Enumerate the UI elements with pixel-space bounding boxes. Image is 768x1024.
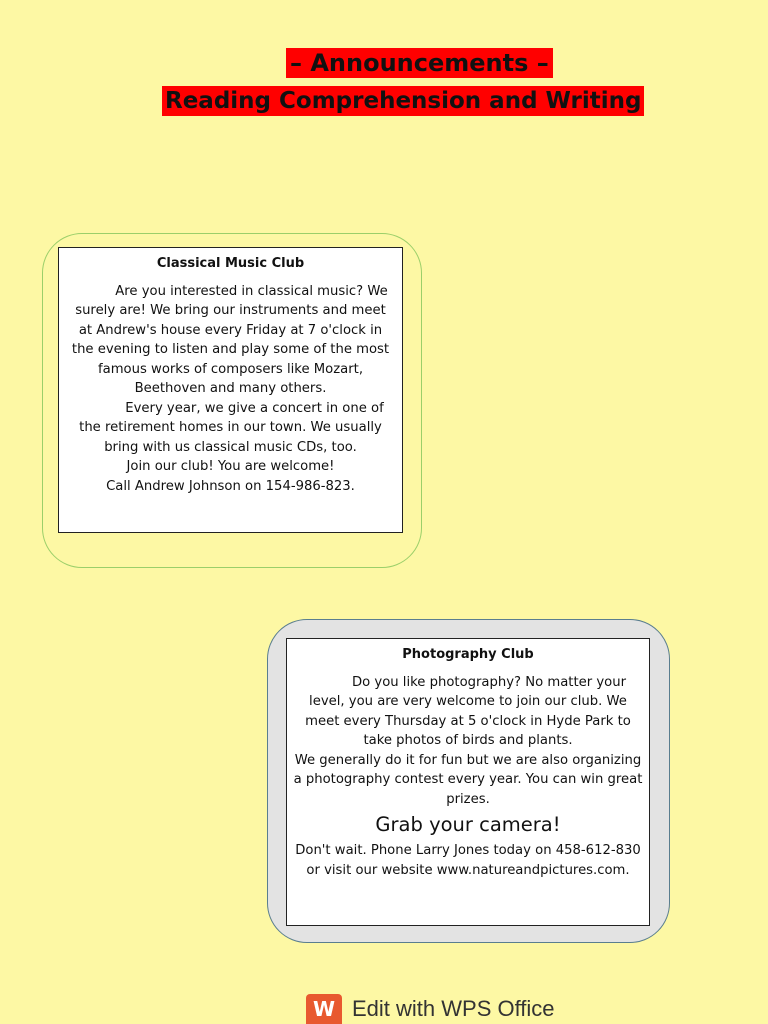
classical-paragraph-1: Are you interested in classical music? We surely are! We bring our instruments and meet at Andrew's house every Friday at 7 o'clock in the evening to listen and play some of the most famous works of composers like Mozart, Beethoven and many others. — [71, 283, 390, 396]
classical-paragraph-4: Call Andrew Johnson on 154-986-823. — [106, 478, 355, 494]
wps-watermark[interactable] — [306, 994, 555, 1024]
photography-paragraph-4: Don't wait. Phone Larry Jones today on 458-612-830 or visit our website www.natureandpictures.com. — [295, 843, 641, 878]
classical-paragraph-3: Join our club! You are welcome! — [126, 459, 335, 474]
reading-writing-heading: Reading Comprehension and Writing — [162, 86, 644, 116]
announcements-heading: – Announcements – — [286, 48, 553, 78]
photography-paragraph-2: We generally do it for fun but we are also organizing a photography contest every year. You can win great prizes. — [293, 752, 643, 807]
photography-title: Photography Club — [402, 647, 534, 662]
classical-music-club-box — [58, 247, 403, 533]
classical-paragraph-2: Every year, we give a concert in one of the retirement homes in our town. We usually bring with us classical music CDs, too. — [79, 400, 384, 455]
wps-logo-icon: W — [306, 994, 342, 1024]
wps-edit-text: Edit with WPS Office — [352, 996, 555, 1021]
grab-your-camera: Grab your camera! — [375, 813, 561, 836]
photography-club-box — [286, 638, 650, 926]
classical-title: Classical Music Club — [156, 256, 305, 271]
photography-paragraph-1: Do you like photography? No matter your level, you are very welcome to join our club. We meet every Thursday at 5 o'clock in Hyde Park to take photos of birds and plants. — [305, 674, 631, 748]
